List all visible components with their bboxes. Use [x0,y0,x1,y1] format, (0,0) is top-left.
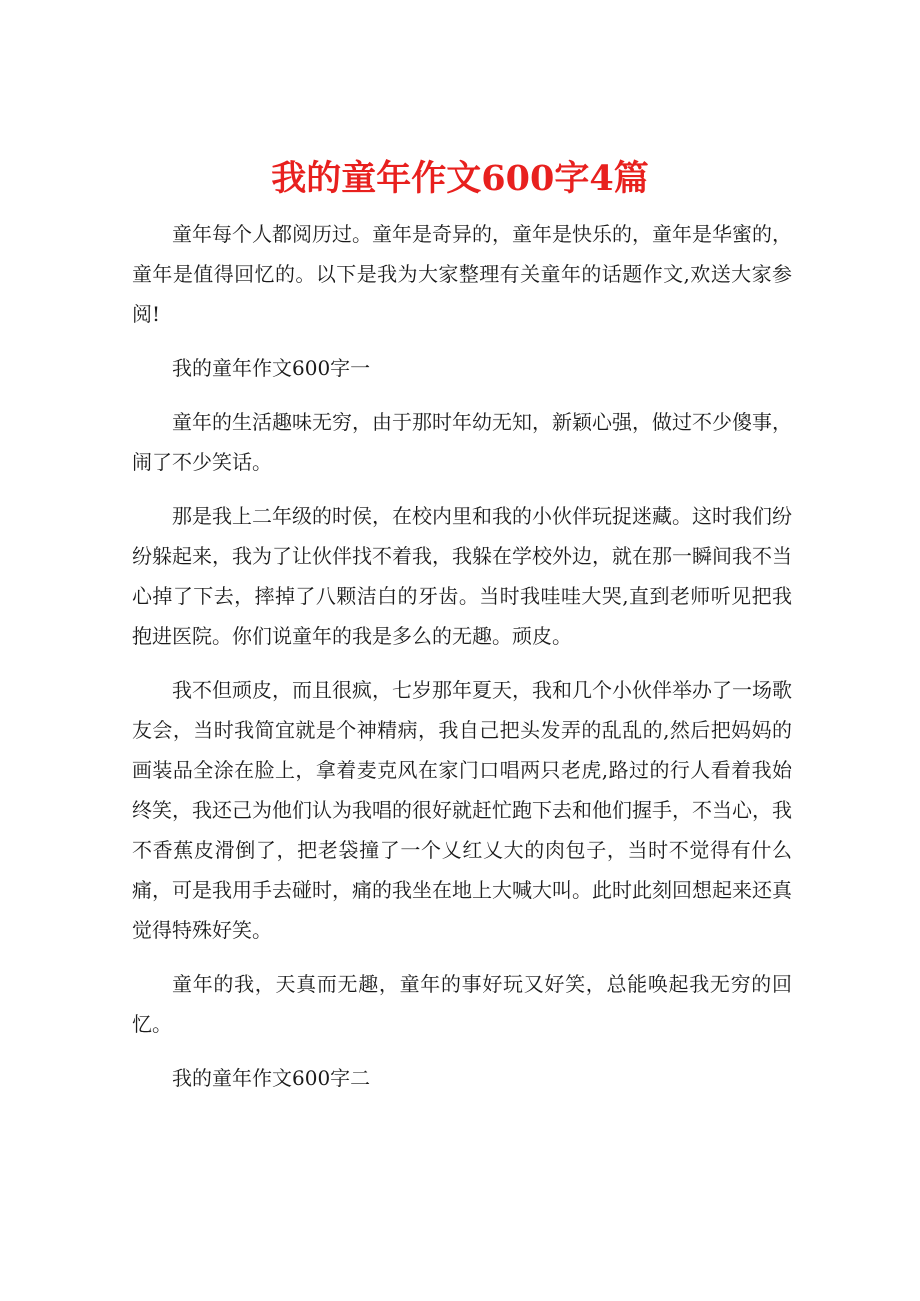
body-paragraph: 童年的我，天真而无趣，童年的事好玩又好笑，总能唤起我无穷的回忆。 [132,972,792,1036]
body-paragraph: 我不但顽皮，而且很疯，七岁那年夏天，我和几个小伙伴举办了一场歌友会，当时我简宜就是个神精病，我自己把头发弄的乱乱的,然后把妈妈的画装品全涂在脸上，拿着麦克风在家门口唱两只老虎,路过的行人看着我始终笑，我还己为他们认为我唱的很好就赶忙跑下去和他们握手，不当心，我不香蕉皮滑倒了，把老袋撞了一个乂红乂大的肉包子，当时不觉得有什么痛，可是我用手去碰时，痛的我坐在地上大喊大叫。此时此刻回想起来还真觉得特殊好笑。 [132,678,792,942]
document-body [132,214,792,1112]
document-title: 我的童年作文600字4篇 [271,158,649,200]
section-heading-two: 我的童年作文600字二 [172,1066,371,1090]
body-paragraph: 那是我上二年级的时侯，在校内里和我的小伙伴玩捉迷藏。这时我们纷纷躲起来，我为了让伙伴找不着我，我躲在学校外边，就在那一瞬间我不当心掉了下去，摔掉了八颗洁白的牙齿。当时我哇哇大哭,直到老师听见把我抱进医院。你们说童年的我是多么的无趣。顽皮。 [132,504,792,648]
intro-paragraph: 童年每个人都阅历过。童年是奇异的，童年是快乐的，童年是华蜜的，童年是值得回忆的。以下是我为大家整理有关童年的话题作文,欢送大家参阅! [132,222,792,326]
body-paragraph: 童年的生活趣味无穷，由于那时年幼无知，新颖心强，做过不少傻事，闹了不少笑话。 [132,410,792,474]
section-heading-one: 我的童年作文600字一 [172,356,371,380]
